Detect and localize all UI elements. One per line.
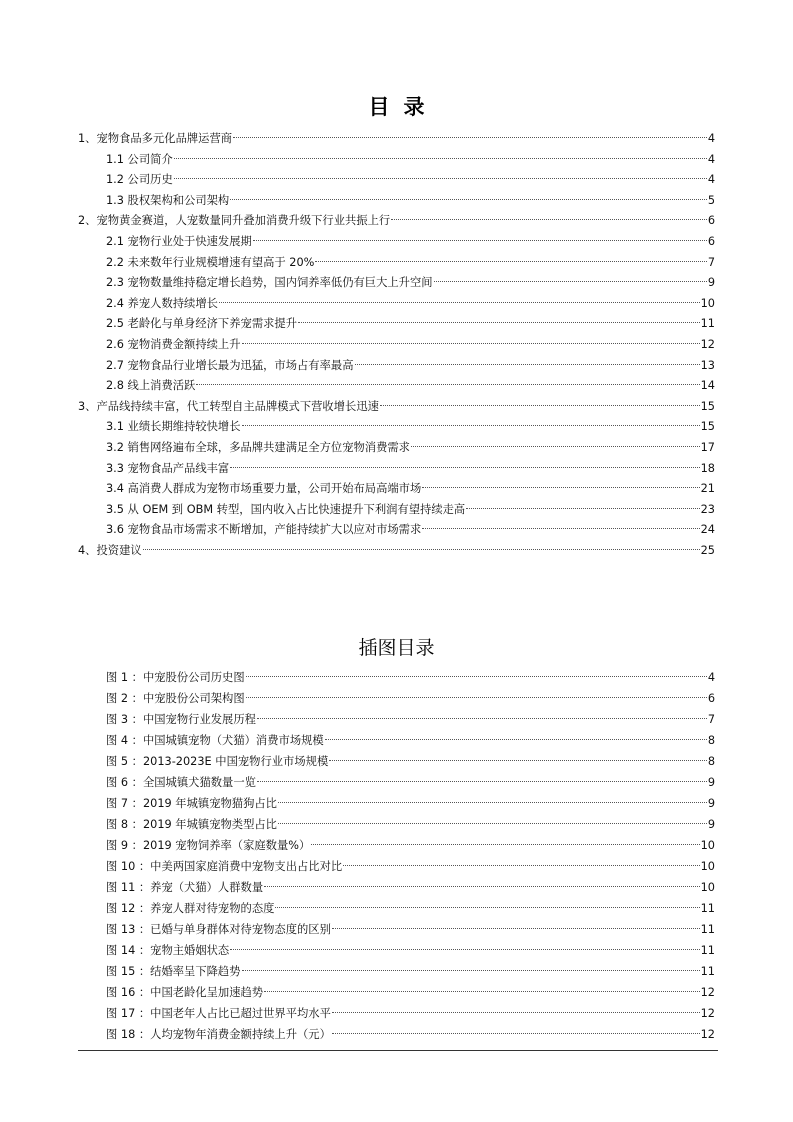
figure-entry-page-number: 10 xyxy=(700,881,715,894)
toc-entry-page-number: 25 xyxy=(700,543,715,557)
figure-entry[interactable] xyxy=(106,1024,715,1045)
toc-entry-page-number: 4 xyxy=(707,132,715,145)
dot-leader xyxy=(278,802,707,803)
toc-entry[interactable] xyxy=(106,479,715,500)
toc-entry-label: 4、投资建议 xyxy=(78,543,142,557)
figure-entry-page-number: 6 xyxy=(707,692,715,705)
dot-leader xyxy=(174,178,707,179)
dot-leader xyxy=(264,886,700,887)
toc-entry-page-number: 11 xyxy=(700,317,715,331)
dot-leader xyxy=(466,508,699,509)
dot-leader xyxy=(196,384,699,385)
toc-entry[interactable] xyxy=(106,170,715,191)
dot-leader xyxy=(325,739,707,740)
toc-entry-label: 2.6 宠物消费金额持续上升 xyxy=(106,337,241,351)
figure-entry-label: 图 5 ：2013-2023E 中国宠物行业市场规模 xyxy=(106,755,329,768)
figure-entry-label: 图 8 ：2019 年城镇宠物类型占比 xyxy=(106,818,277,831)
figure-entry[interactable] xyxy=(106,793,715,814)
figure-entry-page-number: 11 xyxy=(700,965,715,978)
figure-entry[interactable] xyxy=(106,961,715,982)
dot-leader xyxy=(257,781,707,782)
dot-leader xyxy=(343,865,699,866)
dot-leader xyxy=(242,343,700,344)
toc-entry-label: 2、宠物黄金赛道，人宠数量同升叠加消费升级下行业共振上行 xyxy=(78,214,391,228)
toc-entry-page-number: 14 xyxy=(700,379,715,393)
toc-entry-page-number: 9 xyxy=(707,276,715,290)
toc-entry-page-number: 4 xyxy=(707,152,715,166)
figure-list xyxy=(0,667,793,1045)
dot-leader xyxy=(311,844,699,845)
toc-entry-label: 2.2 未来数年行业规模增速有望高于 20% xyxy=(106,255,315,269)
dot-leader xyxy=(380,405,700,406)
toc-entry[interactable] xyxy=(106,335,715,356)
figure-entry[interactable] xyxy=(106,814,715,835)
toc-entry-page-number: 6 xyxy=(707,234,715,248)
toc-entry[interactable] xyxy=(106,459,715,480)
figure-entry-label: 图 16 ：中国老龄化呈加速趋势 xyxy=(106,986,264,999)
toc-entry-page-number: 7 xyxy=(707,255,715,269)
toc-entry-label: 1、宠物食品多元化品牌运营商 xyxy=(78,132,233,145)
toc-entry-label: 3.4 高消费人群成为宠物市场重要力量，公司开始布局高端市场 xyxy=(106,482,422,496)
dot-leader xyxy=(242,970,700,971)
dot-leader xyxy=(434,281,707,282)
figure-entry-page-number: 8 xyxy=(707,755,715,768)
figure-entry-label: 图 9 ：2019 宠物饲养率（家庭数量%） xyxy=(106,839,311,852)
toc-entry-label: 2.5 老龄化与单身经济下养宠需求提升 xyxy=(106,317,298,331)
dot-leader xyxy=(143,549,700,550)
figure-entry[interactable] xyxy=(106,688,715,709)
toc-entry-page-number: 18 xyxy=(700,461,715,475)
dot-leader xyxy=(411,446,700,447)
toc-entry-label: 2.3 宠物数量维持稳定增长趋势，国内饲养率低仍有巨大上升空间 xyxy=(106,276,433,290)
dot-leader xyxy=(275,907,699,908)
dot-leader xyxy=(329,760,707,761)
dot-leader xyxy=(233,137,707,138)
dot-leader xyxy=(332,928,700,929)
dot-leader xyxy=(391,219,707,220)
toc-entry-label: 2.1 宠物行业处于快速发展期 xyxy=(106,234,252,248)
toc-entry-page-number: 17 xyxy=(700,440,715,454)
figure-entry-page-number: 8 xyxy=(707,734,715,747)
toc-entry[interactable] xyxy=(106,520,715,541)
toc-entry-page-number: 12 xyxy=(700,337,715,351)
toc-entry-label: 3.3 宠物食品产品线丰富 xyxy=(106,461,230,475)
figure-entry-page-number: 11 xyxy=(700,923,715,936)
figure-entry-page-number: 10 xyxy=(700,839,715,852)
toc-entry[interactable] xyxy=(106,294,715,315)
toc-entry-label: 3.2 销售网络遍布全球，多品牌共建满足全方位宠物消费需求 xyxy=(106,440,410,454)
toc-list xyxy=(0,129,793,561)
figure-entry[interactable] xyxy=(106,1003,715,1024)
toc-entry[interactable] xyxy=(106,438,715,459)
figure-entry-label: 图 14 ：宠物主婚姻状态 xyxy=(106,944,230,957)
figure-entry-label: 图 7 ：2019 年城镇宠物猫狗占比 xyxy=(106,797,277,810)
toc-entry[interactable] xyxy=(106,232,715,253)
toc-entry-label: 3.1 业绩长期维持较快增长 xyxy=(106,420,241,434)
dot-leader xyxy=(422,528,699,529)
figure-entry-page-number: 11 xyxy=(700,902,715,915)
toc-entry-page-number: 6 xyxy=(707,214,715,228)
toc-entry[interactable] xyxy=(78,541,715,562)
toc-entry-label: 1.2 公司历史 xyxy=(106,173,173,187)
dot-leader xyxy=(230,949,699,950)
figure-entry-label: 图 13 ：已婚与单身群体对待宠物态度的区别 xyxy=(106,923,331,936)
toc-entry[interactable] xyxy=(106,376,715,397)
dot-leader xyxy=(230,199,707,200)
figure-list-title: 插图目录 xyxy=(358,637,435,659)
figure-entry-label: 图 1 ：中宠股份公司历史图 xyxy=(106,671,245,684)
dot-leader xyxy=(257,718,707,719)
toc-entry[interactable] xyxy=(78,397,715,418)
figure-entry-label: 图 2 ：中宠股份公司架构图 xyxy=(106,692,245,705)
figure-entry-label: 图 11 ：养宠（犬猫）人群数量 xyxy=(106,881,264,894)
dot-leader xyxy=(278,823,707,824)
figure-entry[interactable] xyxy=(106,835,715,856)
figure-entry-page-number: 10 xyxy=(700,860,715,873)
dot-leader xyxy=(355,364,700,365)
figure-entry-label: 图 12 ：养宠人群对待宠物的态度 xyxy=(106,902,275,915)
toc-entry[interactable] xyxy=(78,211,715,232)
toc-entry-page-number: 24 xyxy=(700,523,715,537)
toc-entry-page-number: 10 xyxy=(700,296,715,310)
toc-entry[interactable] xyxy=(78,129,715,150)
toc-entry-label: 2.7 宠物食品行业增长最为迅猛，市场占有率最高 xyxy=(106,358,354,372)
bottom-divider xyxy=(78,1050,718,1051)
dot-leader xyxy=(219,302,700,303)
figure-entry-page-number: 9 xyxy=(707,818,715,831)
dot-leader xyxy=(298,322,700,323)
toc-entry-label: 3.6 宠物食品市场需求不断增加，产能持续扩大以应对市场需求 xyxy=(106,523,422,537)
toc-entry-page-number: 4 xyxy=(707,173,715,187)
dot-leader xyxy=(246,697,707,698)
figure-entry-page-number: 12 xyxy=(700,1007,715,1020)
dot-leader xyxy=(253,240,707,241)
figure-entry[interactable] xyxy=(106,982,715,1003)
toc-entry-label: 1.1 公司简介 xyxy=(106,152,173,166)
figure-entry-page-number: 9 xyxy=(707,776,715,789)
toc-entry-page-number: 5 xyxy=(707,193,715,207)
toc-entry-label: 2.8 线上消费活跃 xyxy=(106,379,196,393)
figure-entry-label: 图 3 ：中国宠物行业发展历程 xyxy=(106,713,256,726)
toc-entry-page-number: 15 xyxy=(700,399,715,413)
figure-entry-label: 图 17 ：中国老年人占比已超过世界平均水平 xyxy=(106,1007,331,1020)
figure-entry[interactable] xyxy=(106,730,715,751)
dot-leader xyxy=(264,991,700,992)
toc-title: 目录 xyxy=(368,95,439,119)
toc-entry[interactable] xyxy=(106,150,715,171)
toc-entry-page-number: 13 xyxy=(700,358,715,372)
toc-entry-label: 3.5 从 OEM 到 OBM 转型，国内收入占比快速提升下利润有望持续走高 xyxy=(106,502,466,516)
toc-entry-page-number: 15 xyxy=(700,420,715,434)
figure-entry[interactable] xyxy=(106,751,715,772)
toc-entry-label: 1.3 股权架构和公司架构 xyxy=(106,193,230,207)
figure-entry-page-number: 4 xyxy=(707,671,715,684)
dot-leader xyxy=(230,467,699,468)
figure-entry-page-number: 9 xyxy=(707,797,715,810)
dot-leader xyxy=(246,676,707,677)
figure-entry-page-number: 12 xyxy=(700,986,715,999)
toc-entry-page-number: 21 xyxy=(700,482,715,496)
figure-entry[interactable] xyxy=(106,667,715,688)
figure-entry-label: 图 10 ：中美两国家庭消费中宠物支出占比对比 xyxy=(106,860,343,873)
toc-entry[interactable] xyxy=(106,273,715,294)
toc-entry[interactable] xyxy=(106,191,715,212)
figure-entry-label: 图 15 ：结婚率呈下降趋势 xyxy=(106,965,241,978)
figure-entry[interactable] xyxy=(106,856,715,877)
toc-entry[interactable] xyxy=(106,500,715,521)
figure-entry[interactable] xyxy=(106,772,715,793)
dot-leader xyxy=(422,487,699,488)
figure-entry[interactable] xyxy=(106,709,715,730)
figure-entry-label: 图 6 ：全国城镇犬猫数量一览 xyxy=(106,776,256,789)
dot-leader xyxy=(242,425,700,426)
toc-entry[interactable] xyxy=(106,356,715,377)
figure-entry-page-number: 11 xyxy=(700,944,715,957)
figure-entry[interactable] xyxy=(106,877,715,898)
dot-leader xyxy=(315,261,706,262)
dot-leader xyxy=(174,158,707,159)
toc-entry-label: 2.4 养宠人数持续增长 xyxy=(106,296,218,310)
toc-entry[interactable] xyxy=(106,417,715,438)
figure-entry[interactable] xyxy=(106,898,715,919)
toc-entry-page-number: 23 xyxy=(700,502,715,516)
figure-entry[interactable] xyxy=(106,940,715,961)
figure-entry-page-number: 12 xyxy=(700,1028,715,1041)
figure-entry[interactable] xyxy=(106,919,715,940)
toc-entry[interactable] xyxy=(106,314,715,335)
toc-entry-label: 3、产品线持续丰富，代工转型自主品牌模式下营收增长迅速 xyxy=(78,399,379,413)
figure-entry-label: 图 4 ：中国城镇宠物（犬猫）消费市场规模 xyxy=(106,734,324,747)
toc-entry[interactable] xyxy=(106,253,715,274)
dot-leader xyxy=(332,1033,700,1034)
figure-entry-label: 图 18 ：人均宠物年消费金额持续上升（元） xyxy=(106,1028,331,1041)
dot-leader xyxy=(332,1012,700,1013)
figure-entry-page-number: 7 xyxy=(707,713,715,726)
